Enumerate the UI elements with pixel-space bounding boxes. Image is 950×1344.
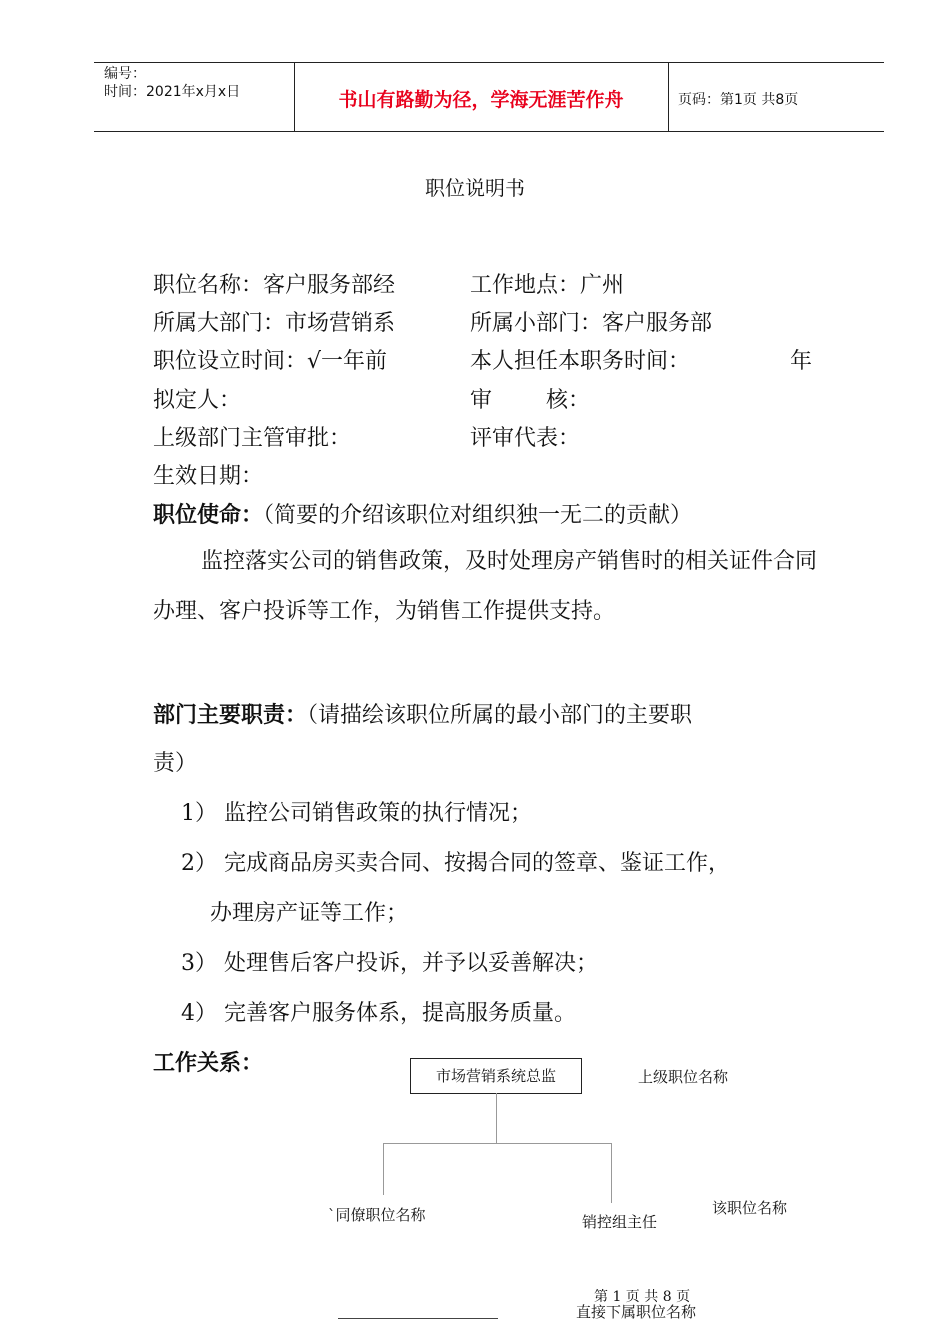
dept-minor: 所属小部门：客户服务部 [470,311,713,336]
tenure-label: 本人担任本职务时间： [470,349,691,374]
superior-label: 上级职位名称 [638,1068,729,1086]
header-number: 编号： [104,66,146,82]
header-divider [668,63,669,131]
reviewer-label-1: 审 [470,388,493,413]
connector-line [383,1143,612,1144]
header-meta [104,65,240,101]
position-name: 职位名称：客户服务部经 [153,273,396,298]
subordinate-label: 直接下属职位名称 [576,1303,697,1321]
duty-item-cont: 办理房产证等工作； [210,901,409,926]
mission-text: 监控落实公司的销售政策，及时处理房产销售时的相关证件合同办理、客户投诉等工作，为销售工作提供支持。 [153,549,818,624]
connector-line [383,1143,384,1195]
duty-item: 1） 监控公司销售政策的执行情况； [181,801,532,826]
duties-note: （请描绘该职位所属的最小部门的主要职 [307,703,693,728]
approver: 上级部门主管审批： [153,426,352,451]
review-rep: 评审代表： [470,426,581,451]
header-page-info: 页码：第1页 共8页 [678,92,799,108]
duties-heading-row [153,698,692,729]
subordinate-box-edge [338,1318,498,1319]
tenure-unit: 年 [790,349,813,374]
relations-heading-row [153,1046,263,1077]
page-footer: 第 1 页 共 8 页 [594,1289,691,1305]
header-time: 时间：2021年x月x日 [104,84,241,100]
dept-major: 所属大部门：市场营销系 [153,311,396,336]
effective-date: 生效日期： [153,464,264,489]
duties-heading: 部门主要职责： [153,703,308,728]
reviewer-label-2: 核： [546,388,591,413]
self-label: 该职位名称 [712,1199,788,1217]
drafter: 拟定人： [153,388,242,413]
relations-heading: 工作关系： [153,1051,264,1076]
duty-item: 2） 完成商品房买卖合同、按揭合同的签章、鉴证工作， [181,851,730,876]
mission-heading: 职位使命： [153,503,264,528]
duties-note-cont: 责） [153,751,198,776]
page-header [94,62,884,132]
duty-item: 3） 处理售后客户投诉，并予以妥善解决； [181,951,598,976]
peer-label: `同僚职位名称 [328,1206,426,1224]
connector-line [611,1143,612,1203]
mission-note: （简要的介绍该职位对组织独一无二的贡献） [263,503,693,528]
setup-time: 职位设立时间：√一年前 [153,349,388,374]
self-position-box: 销控组主任 [582,1213,658,1231]
connector-line [496,1093,497,1143]
mission-heading-row [153,498,692,529]
superior-position-box: 市场营销系统总监 [410,1058,582,1094]
work-location: 工作地点：广州 [470,273,625,298]
document-title: 职位说明书 [425,176,525,200]
header-motto: 书山有路勤为径，学海无涯苦作舟 [338,89,624,111]
duty-item: 4） 完善客户服务体系，提高服务质量。 [181,1001,576,1026]
